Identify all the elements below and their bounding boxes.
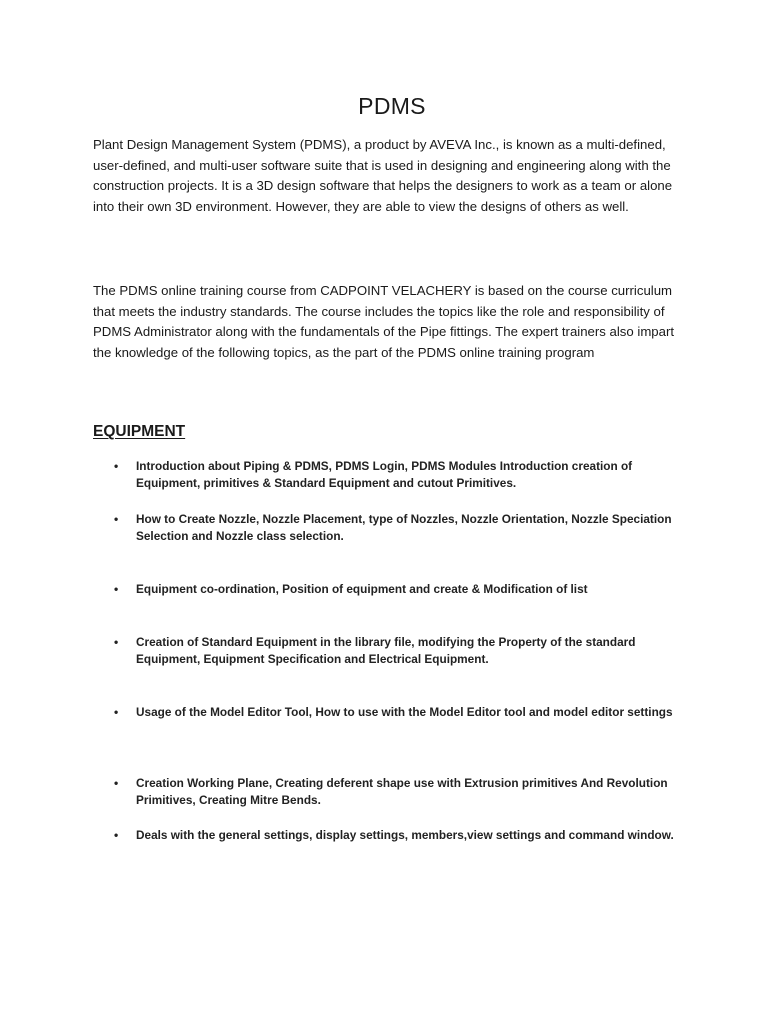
course-paragraph: The PDMS online training course from CADPOINT VELACHERY is based on the course curriculum that meets the industry standards. The course includes the topics like the role and responsibility of PDMS Administrator along with the fundamentals of the Pipe fittings. The expert trainers also impart the knowledge of the following topics, as the part of the PDMS online training program (93, 283, 675, 360)
list-item-text: Equipment co-ordination, Position of equipment and create & Modification of list (136, 582, 588, 596)
section-heading-equipment: EQUIPMENT (93, 423, 186, 440)
list-item (114, 775, 684, 809)
bullet-icon: • (114, 582, 119, 596)
list-item-text: How to Create Nozzle, Nozzle Placement, type of Nozzles, Nozzle Orientation, Nozzle Speciation Selection and Nozzle class selection. (136, 512, 672, 543)
list-item (114, 827, 684, 844)
bullet-icon: • (114, 459, 119, 473)
list-item-text: Creation Working Plane, Creating deferent shape use with Extrusion primitives And Revolution Primitives, Creating Mitre Bends. (136, 776, 668, 807)
list-item (114, 634, 684, 668)
list-item (114, 458, 684, 492)
list-item (114, 704, 684, 721)
list-item-text: Introduction about Piping & PDMS, PDMS Login, PDMS Modules Introduction creation of Equipment, primitives & Standard Equipment and cutout Primitives. (136, 459, 633, 490)
bullet-icon: • (114, 512, 119, 526)
list-item-text: Deals with the general settings, display settings, members,view settings and command window. (136, 828, 674, 842)
list-item (114, 511, 684, 545)
list-item-text: Creation of Standard Equipment in the library file, modifying the Property of the standard Equipment, Equipment Specification and Electrical Equipment. (136, 635, 636, 666)
list-item (114, 581, 684, 598)
intro-paragraph: Plant Design Management System (PDMS), a product by AVEVA Inc., is known as a multi-defined, user-defined, and multi-user software suite that is used in designing and engineering along with the construction projects. It is a 3D design software that helps the designers to work as a team or alone into their own 3D environment. However, they are able to view the designs of others as well. (93, 137, 673, 214)
list-item-text: Usage of the Model Editor Tool, How to use with the Model Editor tool and model editor settings (136, 705, 673, 719)
bullet-icon: • (114, 635, 119, 649)
bullet-icon: • (114, 705, 119, 719)
bullet-icon: • (114, 828, 119, 842)
page-title: PDMS (358, 93, 426, 119)
bullet-icon: • (114, 776, 119, 790)
